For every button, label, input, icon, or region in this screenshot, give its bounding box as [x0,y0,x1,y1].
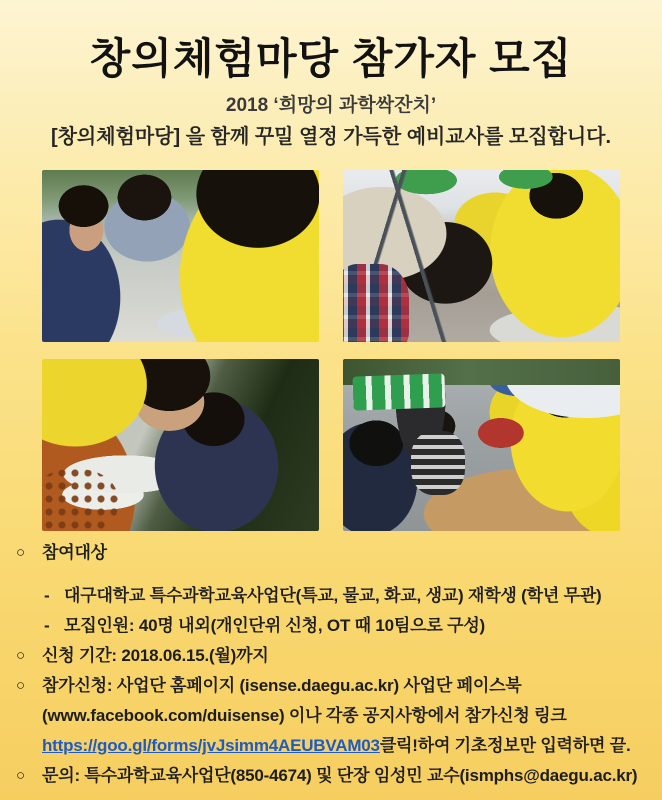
event-photo-outdoor-booth [343,359,620,531]
info-line-contact [16,761,648,791]
bullet-circle-icon: ○ [16,677,25,694]
bullet-circle-icon: ○ [16,767,25,784]
google-form-link[interactable]: https://goo.gl/forms/jvJsimm4AEUBVAM03 [42,736,380,755]
photo-decor-green-tent [352,373,445,410]
dash-icon: - [44,616,50,635]
dash-icon: - [44,586,50,605]
subtitle-description: [창의체험마당] 을 함께 꾸밀 열정 가득한 예비교사를 모집합니다. [50,126,612,148]
info-line-headcount [16,611,648,641]
info-line-text: 문의: 특수과학교육사업단(850-4674) 및 단장 임성민 교수(ismphs@daegu.ac.kr) [42,766,638,785]
info-line-text: (www.facebook.com/duisense) 이나 각종 공지사항에서 참가신청 링크 [42,706,567,725]
event-photo-tent-crowd [343,170,620,342]
event-photo-craft-table [42,170,319,342]
info-line-deadline [16,641,648,671]
info-line-text: 참여대상 [42,543,107,562]
info-line-text: 대구대학교 특수과학교육사업단(특교, 물교, 화교, 생교) 재학생 (학년 무관) [64,586,602,605]
info-line-text: 클릭!하여 기초정보만 입력하면 끝. [379,736,631,755]
info-line-facebook [16,701,648,731]
info-line-text: 참가신청: 사업단 홈페이지 (isense.daegu.ac.kr) 사업단 페이스북 [42,676,522,695]
info-line-apply [16,671,648,701]
info-line-text: 신청 기간: 2018.06.15.(월)까지 [42,646,269,665]
photo-decor-striped-shirt [411,431,465,495]
event-photo-paper-activity [42,359,319,531]
bullet-circle-icon: ○ [16,647,25,664]
info-line-eligibility [16,581,648,611]
photo-decor-plaid-shirt [343,264,409,342]
info-line-target [16,538,648,568]
info-line-text: 모집인원: 40명 내외(개인단위 신청, OT 때 10팀으로 구성) [64,616,486,635]
info-list [16,538,648,791]
bullet-circle-icon: ○ [16,544,25,561]
page-title: 창의체험마당 참가자 모집 [89,35,573,82]
photo-grid [42,170,620,531]
info-line-form-link [16,731,648,761]
photo-decor-pattern-top [42,469,118,531]
subtitle-event-year: 2018 ‘희망의 과학싹잔치’ [225,95,437,116]
